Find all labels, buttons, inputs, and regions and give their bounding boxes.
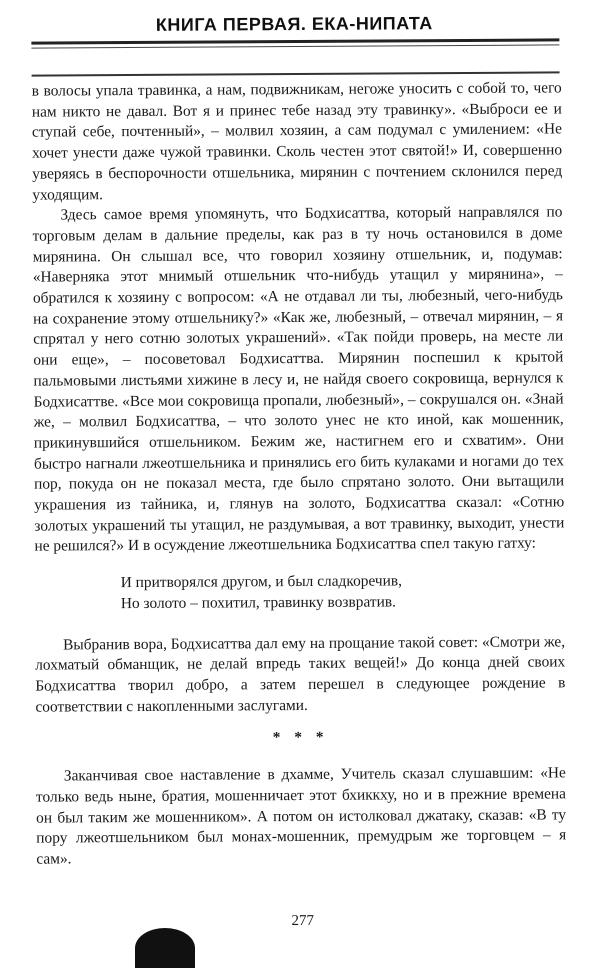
verse-line-1: И притворялся другом, и был сладкоречив,: [120, 572, 403, 592]
header-rule-lower: [32, 71, 560, 76]
header-rule-thin: [31, 44, 559, 48]
header-rule-thick: [31, 38, 559, 44]
gatha-verse: [121, 571, 565, 615]
section-separator: * * *: [272, 729, 329, 747]
running-header: КНИГА ПЕРВАЯ. ЕКА-НИПАТА: [155, 13, 433, 35]
paragraph-1: в волосы упала травинка, а нам, подвижникам, негоже уносить с собой то, чего нам никто не давал. Вот я и принес тебе назад эту травинку». «Выброси ее и ступай себе, почтенный», – молвил хозяин, а сам подумал с умилением: «Не хочет унести даже чужой травинки. Сколь честен этот святой!» И, совершенно уверяясь в беспорочности отшельника, мирянин с почтением склонился перед уходящим.: [31, 79, 563, 204]
verse-line-2: Но золото – похитил, травинку возвратив.: [120, 593, 396, 612]
body-text: [32, 78, 567, 870]
paragraph-2: Здесь самое время упомянуть, что Бодхисаттва, который направлялся по торговым делам в дальние пределы, как раз в ту ночь остановился в доме мирянина. Он слышал все, что говорил хозяину отшельник, и, подумав: «Наверняка этот мнимый отшельник что-нибудь утащил у мирянина», – обратился к хозяину с вопросом: «А не отдавал ли ты, любезный, чего-нибудь на сохранение этому отшельнику?» «Как же, любезный, – отвечал мирянин, – я спрятал у него сотню золотых украшений». «Так пойди проверь, на месте ли они еще», – посоветовал Бодхисаттва. Мирянин поспешил к крытой пальмовыми листьями хижине в лесу и, не найдя своего сокровища, вернулся к Бодхисаттве. «Все мои сокровища пропали, любезный», – сокрушался он. «Знай же, – молвил Бодхисаттва, – что золото унес не кто иной, как мошенник, прикинувшийся отшельником. Бежим же, настигнем его и схватим». Они быстро нагнали лжеотшельника и принялись его бить кулаками и ногами до тех пор, покуда он не показал места, где было спрятано золото. Они вытащили украшения из тайника, и, глянув на золото, Бодхисаттва сказал: «Сотню золотых украшений ты утащил, не раздумывая, а вот травинку, выходит, унести не решился?» И в осуждение лжеотшельника Бодхисаттва спел такую гатху:: [32, 203, 565, 556]
scan-artifact: [135, 928, 195, 968]
paragraph-3: Выбранив вора, Бодхисаттва дал ему на прощание такой совет: «Смотри же, лохматый обманщик, не делай впредь таких вещей!» До конца дней своих Бодхисаттва творил добро, а затем перешел в следующее рождение в соответствии с накопленными заслугами.: [35, 632, 566, 716]
page-number: 277: [291, 912, 315, 930]
paragraph-4: Заканчивая свое наставление в дхамме, Учитель сказал слушавшим: «Не только ведь ныне, братия, мошенничает этот бхиккху, но и в прежние времена он был таким же мошенником». А потом он истолковал джатаку, сказав: «В ту пору лжеотшельником был монах-мошенник, премудрым же торговцем – я сам».: [35, 764, 567, 868]
